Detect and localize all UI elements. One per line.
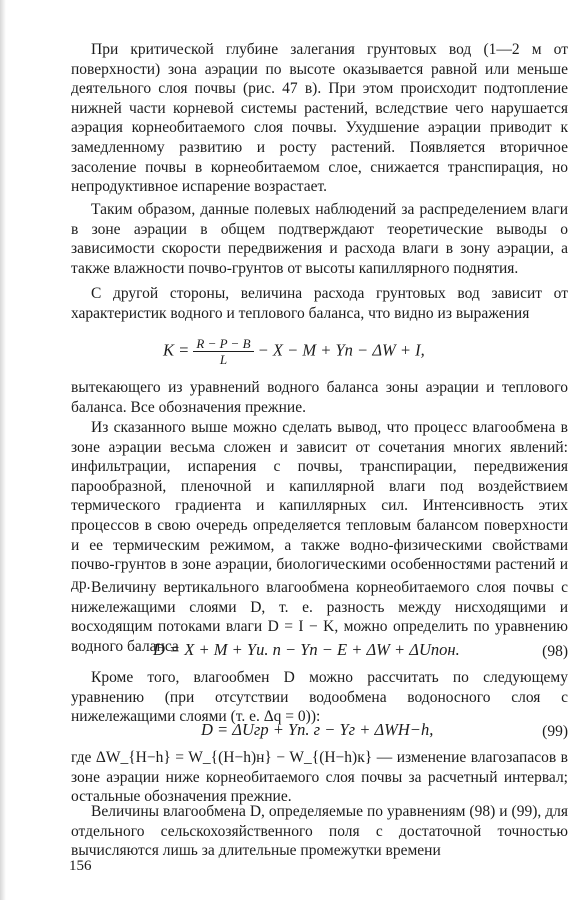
- equation-99-body: D = ΔUгр + Yп. г − Yг + ΔWH−h,: [201, 720, 434, 739]
- equation-k-fraction: [193, 336, 253, 367]
- equation-99-number: (99): [542, 723, 568, 740]
- equation-98-number: (98): [542, 643, 568, 660]
- scan-shadow: [0, 0, 6, 900]
- paragraph-values: Величины влагообмена D, определяемые по уравнениям (98) и (99), для отдельного сельскохозяйственного поля с достаточной точностью вычисляются лишь за длительные промежутки времени: [71, 803, 568, 860]
- paragraph-moreover: Кроме того, влагообмен D можно рассчитать по следующему уравнению (при отсутствии водообмена водоносного слоя с нижележащими слоями (т. е. Δq = 0)):: [71, 669, 568, 726]
- fraction-denominator: L: [219, 352, 228, 367]
- equation-k-lhs: K =: [163, 340, 190, 360]
- equation-98: [71, 640, 568, 666]
- equation-98-body: D = X + M + Yи. п − Yп − E + ΔW + ΔUпон.: [153, 640, 460, 659]
- paragraph-conclusion: Из сказанного выше можно сделать вывод, что процесс влагообмена в зоне аэрации весьма сложен и зависит от сочетания многих явлений: инфильтрации, испарения с почвы, транспирации, передвижения парообразной, пленочной и капиллярной влаги под воздействием термического градиента и капиллярных сил. Интенсивность этих процессов в свою очередь определяется тепловым балансом поверхности и ее термическим режимом, а также водно-физическими свойствами почво-грунтов в зоне аэрации, биологическими особенностями растений и др.: [71, 419, 568, 593]
- paragraph-field-observations: Таким образом, данные полевых наблюдений за распределением влаги в зоне аэрации в общем подтверждают теоретические выводы о зависимости скорости передвижения и расхода влаги в зону аэрации, а также влажности почво-грунтов от высоты капиллярного поднятия.: [71, 201, 568, 277]
- paragraph-derived-from: вытекающего из уравнений водного баланса зоны аэрации и теплового баланса. Все обозначения прежние.: [71, 379, 568, 416]
- equation-99: [71, 720, 568, 746]
- paragraph-vertical-exchange: Величину вертикального влагообмена корнеобитаемого слоя почвы с нижележащими слоями D, т. е. разность между нисходящими и восходящим потоками влаги D = I − K, можно определить по уравнению водного баланса: [71, 579, 568, 655]
- fraction-numerator: R − P − B: [193, 336, 253, 352]
- equation-k-rhs: − X − M + Yп − ΔW + I,: [257, 340, 425, 360]
- paragraph-where: где ΔW_{H−h} = W_{(H−h)н} − W_{(H−h)к} — изменение влагозапасов в зоне аэрации ниже корнеобитаемого слоя почвы за расчетный интервал; остальные обозначения прежние.: [71, 749, 568, 806]
- paragraph-other-side: С другой стороны, величина расхода грунтовых вод зависит от характеристик водного и теплового баланса, что видно из выражения: [71, 285, 568, 322]
- page-number: 156: [69, 858, 92, 874]
- equation-k: [71, 336, 568, 367]
- paragraph-critical-depth: При критической глубине залегания грунтовых вод (1—2 м от поверхности) зона аэрации по высоте оказывается равной или меньше деятельного слоя почвы (рис. 47 в). При этом происходит подтопление нижней части корневой системы растений, вследствие чего нарушается аэрация корнеобитаемого слоя почвы. Ухудшение аэрации приводит к замедленному развитию и росту растений. Появляется вторичное засоление почвы в корнеобитаемом слое, снижается транспирация, но непродуктивное испарение возрастает.: [71, 41, 568, 196]
